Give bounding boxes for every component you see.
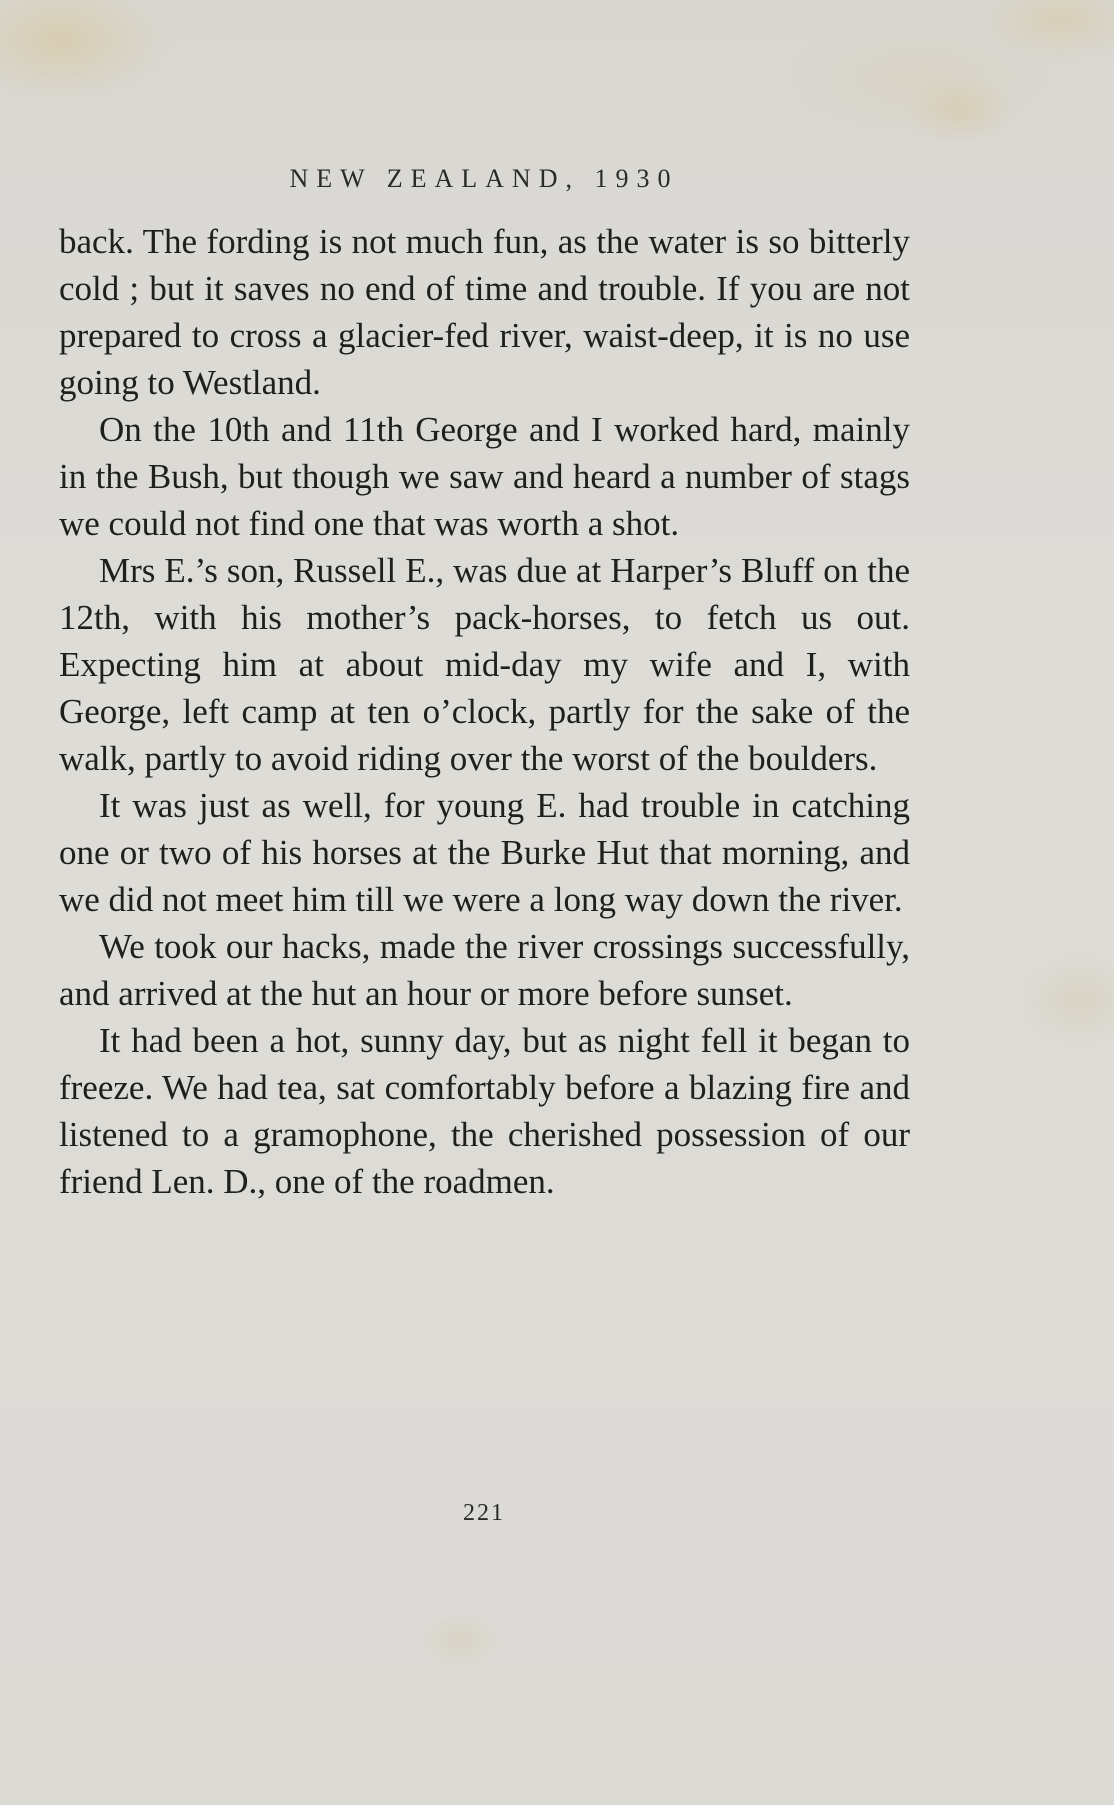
body-text — [59, 218, 910, 1205]
paragraph-1: back. The fording is not much fun, as the water is so bitterly cold ; but it saves no end of time and trouble. If you are not prepared to cross a glacier-fed river, waist-deep, it is no use going to Westland. — [59, 222, 910, 402]
paragraph-3: Mrs E.’s son, Russell E., was due at Harper’s Bluff on the 12th, with his mother’s pack-horses, to fetch us out. Expecting him at about mid-day my wife and I, with George, left camp at ten o’clock, partly for the sake of the walk, partly to avoid riding over the worst of the boulders. — [59, 551, 910, 778]
running-head: NEW ZEALAND, 1930 — [289, 164, 679, 193]
paragraph-6: It had been a hot, sunny day, but as night fell it began to freeze. We had tea, sat comfortably before a blazing fire and listened to a gramophone, the cherished possession of our friend Len. D., one of the roadmen. — [59, 1021, 910, 1201]
paragraph-4: It was just as well, for young E. had trouble in catching one or two of his horses at the Burke Hut that morning, and we did not meet him till we were a long way down the river. — [59, 786, 910, 919]
paragraph-5: We took our hacks, made the river crossings successfully, and arrived at the hut an hour or more before sunset. — [59, 927, 910, 1013]
paragraph-2: On the 10th and 11th George and I worked hard, mainly in the Bush, but though we saw and heard a number of stags we could not find one that was worth a shot. — [59, 410, 910, 543]
page-number: 221 — [463, 1500, 505, 1526]
